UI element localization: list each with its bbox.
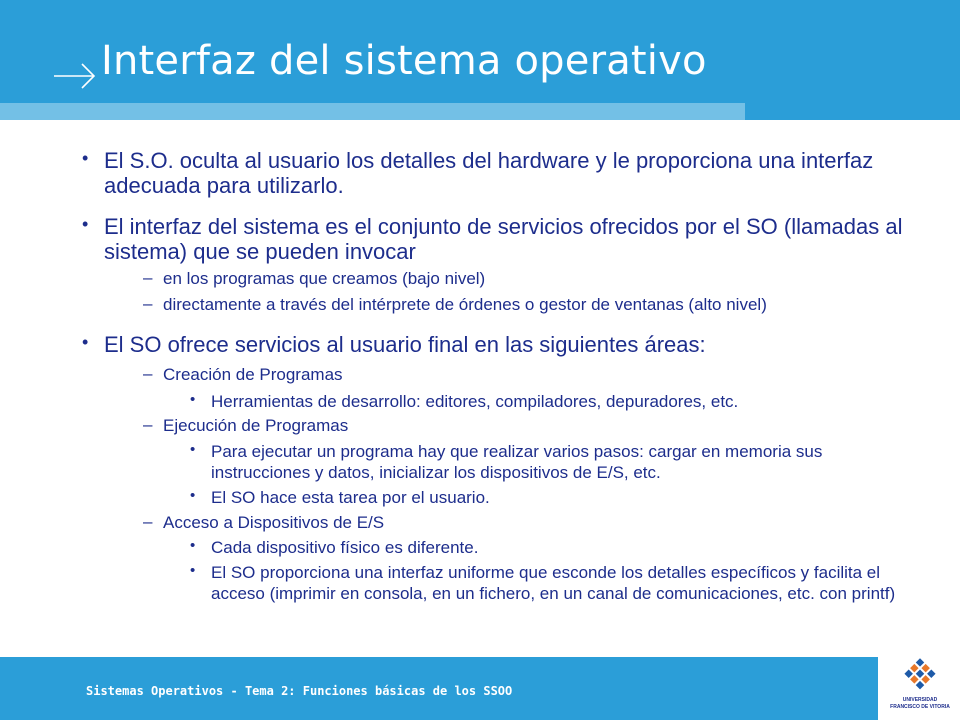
bullet-marker: • bbox=[82, 148, 89, 168]
sub-sub-bullet-devices-differ: Cada dispositivo físico es diferente. bbox=[211, 538, 479, 557]
bullet-marker: • bbox=[82, 332, 89, 352]
bullet-marker: • bbox=[190, 537, 196, 554]
arrow-right-icon bbox=[52, 60, 98, 92]
logo-university-label: UNIVERSIDAD bbox=[902, 697, 938, 703]
logo-university-name: FRANCISCO DE VITORIA bbox=[890, 704, 950, 710]
header-accent-band bbox=[0, 103, 745, 120]
sub-bullet-program-execution: Ejecución de Programas bbox=[163, 416, 349, 435]
bullet-marker: • bbox=[82, 214, 89, 234]
bullet-system-interface: El interfaz del sistema es el conjunto de servicios ofrecidos por el SO (llamadas al sistema) que se pueden invocar bbox=[104, 214, 903, 264]
bullet-services-areas: El SO ofrece servicios al usuario final en las siguientes áreas: bbox=[104, 332, 706, 357]
bullet-marker: • bbox=[190, 562, 196, 579]
footer-course-title: Sistemas Operativos - Tema 2: Funciones básicas de los SSOO bbox=[86, 684, 513, 698]
bullet-marker: • bbox=[190, 441, 196, 458]
slide-title: Interfaz del sistema operativo bbox=[101, 38, 707, 84]
dash-marker: – bbox=[143, 364, 153, 383]
sub-sub-bullet-so-does-task: El SO hace esta tarea por el usuario. bbox=[211, 488, 490, 507]
bullet-marker: • bbox=[190, 487, 196, 504]
sub-bullet-interpreter: directamente a través del intérprete de órdenes o gestor de ventanas (alto nivel) bbox=[163, 295, 767, 314]
sub-bullet-programs: en los programas que creamos (bajo nivel) bbox=[163, 269, 486, 288]
sub-bullet-program-creation: Creación de Programas bbox=[163, 365, 343, 384]
dash-marker: – bbox=[143, 294, 153, 313]
bullet-marker: • bbox=[190, 391, 196, 408]
sub-bullet-device-access: Acceso a Dispositivos de E/S bbox=[163, 513, 385, 532]
dash-marker: – bbox=[143, 415, 153, 434]
dash-marker: – bbox=[143, 512, 153, 531]
sub-sub-bullet-dev-tools: Herramientas de desarrollo: editores, compiladores, depuradores, etc. bbox=[211, 392, 739, 411]
dash-marker: – bbox=[143, 268, 153, 287]
sub-sub-bullet-execution-steps: Para ejecutar un programa hay que realizar varios pasos: cargar en memoria sus instrucciones y datos, inicializar los dispositivos de E/S, etc. bbox=[211, 442, 823, 482]
sub-sub-bullet-uniform-interface: El SO proporciona una interfaz uniforme que esconde los detalles específicos y facilita el acceso (imprimir en consola, en un fichero, en un canal de comunicaciones, etc. con printf) bbox=[211, 563, 896, 603]
bullet-hardware-interface: El S.O. oculta al usuario los detalles del hardware y le proporciona una interfaz adecuada para utilizarlo. bbox=[104, 148, 874, 198]
